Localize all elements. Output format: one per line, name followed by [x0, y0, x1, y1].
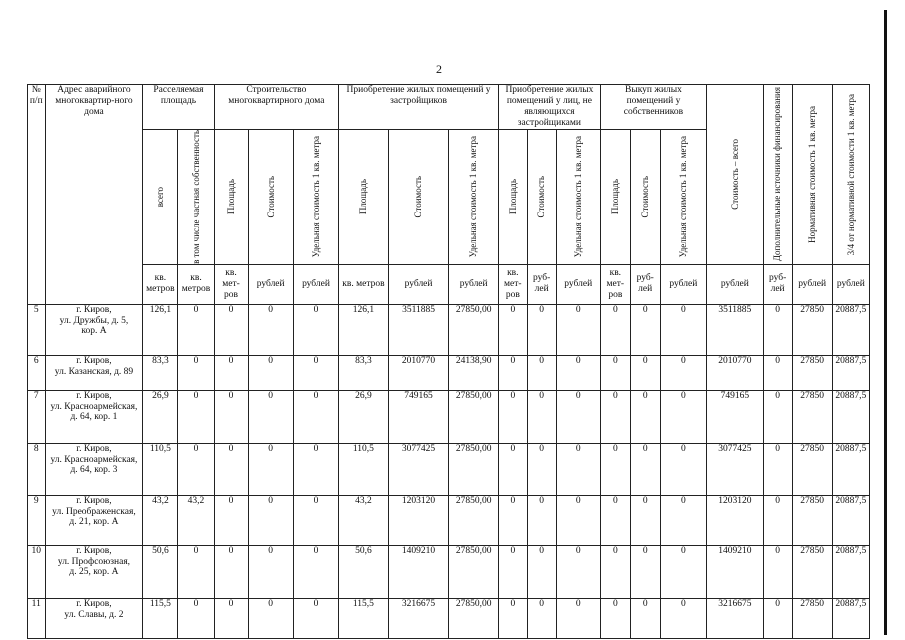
cell-c-cost: 0: [248, 355, 293, 390]
cell-private: 0: [178, 598, 214, 638]
header-norm-cost: [792, 85, 832, 265]
cell-b-area: 0: [600, 390, 630, 443]
cell-b-unit: 0: [660, 390, 706, 443]
sub-n-area: [498, 129, 527, 264]
sub-c-area-label: Площадь: [225, 179, 236, 215]
table-row: [28, 355, 870, 390]
sub-c-area: [214, 129, 248, 264]
cell-cost-total: 3511885: [707, 304, 764, 355]
cell-p-unit: 24138,90: [449, 355, 498, 390]
cell-total: 50,6: [143, 545, 178, 598]
cell-n-cost: 0: [527, 355, 556, 390]
row-address: [45, 355, 143, 390]
cell-b-cost: 0: [630, 304, 660, 355]
cell-cost-total: 1203120: [707, 495, 764, 545]
row-number: 8: [28, 443, 46, 495]
header-cost-total-label: Стоимость – всего: [729, 138, 740, 210]
row-number: 9: [28, 495, 46, 545]
cell-n-cost: 0: [527, 545, 556, 598]
cell-b-area: 0: [600, 495, 630, 545]
cell-c-area: 0: [214, 355, 248, 390]
cell-three-q: 20887,5: [832, 495, 869, 545]
cell-extra: 0: [763, 355, 792, 390]
cell-c-area: 0: [214, 598, 248, 638]
header-norm-cost-label: Нормативная стоимость 1 кв. метра: [806, 105, 817, 243]
sub-private: [178, 129, 214, 264]
sub-n-cost-label: Стоимость: [536, 175, 547, 218]
cell-n-unit: 0: [556, 390, 600, 443]
cell-p-unit: 27850,00: [449, 443, 498, 495]
unit-rub: рублей: [556, 264, 600, 304]
sub-b-unit: [660, 129, 706, 264]
sub-total-label: всего: [155, 186, 166, 207]
cell-c-cost: 0: [248, 390, 293, 443]
cell-c-unit: 0: [293, 390, 338, 443]
cell-n-area: 0: [498, 545, 527, 598]
cell-norm: 27850: [792, 304, 832, 355]
cell-b-cost: 0: [630, 390, 660, 443]
cell-three-q: 20887,5: [832, 304, 869, 355]
address-line: д. 64, кор. 3: [70, 465, 118, 476]
cell-norm: 27850: [792, 545, 832, 598]
cell-total: 115,5: [143, 598, 178, 638]
cell-p-cost: 1409210: [388, 545, 449, 598]
sub-c-cost: [248, 129, 293, 264]
cell-p-area: 43,2: [339, 495, 388, 545]
cell-c-unit: 0: [293, 545, 338, 598]
cell-p-unit: 27850,00: [449, 390, 498, 443]
cell-p-unit: 27850,00: [449, 545, 498, 598]
cell-b-area: 0: [600, 304, 630, 355]
cell-p-cost: 749165: [388, 390, 449, 443]
address-line: д. 21, кор. А: [69, 517, 119, 528]
unit-rub: рублей: [660, 264, 706, 304]
address-line: д. 64, кор. 1: [70, 412, 118, 423]
cell-norm: 27850: [792, 598, 832, 638]
cell-c-unit: 0: [293, 495, 338, 545]
cell-b-cost: 0: [630, 545, 660, 598]
cell-b-cost: 0: [630, 355, 660, 390]
cell-norm: 27850: [792, 495, 832, 545]
row-address: [45, 598, 143, 638]
cell-three-q: 20887,5: [832, 390, 869, 443]
cell-private: 0: [178, 390, 214, 443]
cell-private: 43,2: [178, 495, 214, 545]
cell-norm: 27850: [792, 390, 832, 443]
address-line: г. Киров,: [76, 355, 112, 366]
cell-c-unit: 0: [293, 443, 338, 495]
cell-extra: 0: [763, 390, 792, 443]
cell-b-unit: 0: [660, 495, 706, 545]
row-number: 7: [28, 390, 46, 443]
unit-rub: руб-лей: [630, 264, 660, 304]
cell-extra: 0: [763, 598, 792, 638]
cell-three-q: 20887,5: [832, 355, 869, 390]
cell-p-cost: 1203120: [388, 495, 449, 545]
table-row: [28, 443, 870, 495]
cell-n-unit: 0: [556, 545, 600, 598]
cell-p-area: 126,1: [339, 304, 388, 355]
row-number: 11: [28, 598, 46, 638]
cell-c-unit: 0: [293, 598, 338, 638]
cell-c-unit: 0: [293, 355, 338, 390]
cell-extra: 0: [763, 443, 792, 495]
page-edge-line: [884, 10, 887, 635]
address-line: г. Киров,: [76, 304, 112, 315]
row-address: [45, 545, 143, 598]
sub-n-area-label: Площадь: [507, 179, 518, 215]
sub-p-cost-label: Стоимость: [413, 175, 424, 218]
cell-extra: 0: [763, 545, 792, 598]
unit-rub: рублей: [248, 264, 293, 304]
address-line: ул. Казанская, д. 89: [54, 366, 134, 377]
sub-b-cost: [630, 129, 660, 264]
cell-three-q: 20887,5: [832, 443, 869, 495]
cell-c-cost: 0: [248, 304, 293, 355]
cell-private: 0: [178, 545, 214, 598]
sub-c-unit-label: Удельная стоимость 1 кв. метра: [310, 135, 321, 258]
unit-sqm: кв. метров: [339, 264, 388, 304]
cell-n-area: 0: [498, 304, 527, 355]
cell-c-area: 0: [214, 545, 248, 598]
unit-rub: руб-лей: [763, 264, 792, 304]
header-additional-sources-label: Дополнительные источники финансирования: [772, 87, 783, 262]
unit-rub: рублей: [792, 264, 832, 304]
cell-p-area: 115,5: [339, 598, 388, 638]
sub-c-cost-label: Стоимость: [265, 175, 276, 218]
sub-b-area-label: Площадь: [610, 179, 621, 215]
sub-b-unit-label: Удельная стоимость 1 кв. метра: [678, 135, 689, 258]
sub-private-label: в том числе частная собственность: [190, 129, 201, 264]
cell-n-unit: 0: [556, 355, 600, 390]
table-row: [28, 598, 870, 638]
table-body: [28, 304, 870, 638]
address-line: д. 25, кор. А: [69, 567, 119, 578]
unit-rub: рублей: [293, 264, 338, 304]
header-construction: Строительство многоквартирного дома: [214, 85, 339, 130]
cell-n-unit: 0: [556, 598, 600, 638]
cell-total: 126,1: [143, 304, 178, 355]
row-address: [45, 390, 143, 443]
header-additional-sources: [763, 85, 792, 265]
table-row: [28, 495, 870, 545]
cell-n-unit: 0: [556, 495, 600, 545]
address-line: г. Киров,: [76, 598, 112, 609]
cell-p-unit: 27850,00: [449, 495, 498, 545]
sub-p-area: [339, 129, 388, 264]
sub-n-unit-label: Удельная стоимость 1 кв. метра: [573, 135, 584, 258]
row-address: [45, 495, 143, 545]
sub-p-unit: [449, 129, 498, 264]
row-number: 10: [28, 545, 46, 598]
cell-n-unit: 0: [556, 304, 600, 355]
unit-rub: рублей: [388, 264, 449, 304]
cell-b-cost: 0: [630, 598, 660, 638]
cell-total: 43,2: [143, 495, 178, 545]
cell-b-area: 0: [600, 545, 630, 598]
unit-rub: рублей: [832, 264, 869, 304]
sub-n-unit: [556, 129, 600, 264]
cell-cost-total: 749165: [707, 390, 764, 443]
header-purchase-dev: Приобретение жилых помещений у застройщиков: [339, 85, 499, 130]
row-address: [45, 443, 143, 495]
cell-norm: 27850: [792, 443, 832, 495]
cell-c-cost: 0: [248, 495, 293, 545]
cell-total: 26,9: [143, 390, 178, 443]
address-line: кор. А: [81, 326, 107, 337]
cell-p-area: 110,5: [339, 443, 388, 495]
cell-n-area: 0: [498, 355, 527, 390]
cell-c-cost: 0: [248, 443, 293, 495]
unit-sqm: кв. мет-ров: [600, 264, 630, 304]
unit-rub: рублей: [449, 264, 498, 304]
cell-c-cost: 0: [248, 545, 293, 598]
cell-n-cost: 0: [527, 304, 556, 355]
row-number: 5: [28, 304, 46, 355]
address-line: ул. Дружбы, д. 5,: [59, 315, 129, 326]
sub-b-cost-label: Стоимость: [640, 175, 651, 218]
sub-p-cost: [388, 129, 449, 264]
unit-sqm: кв. мет-ров: [214, 264, 248, 304]
cell-norm: 27850: [792, 355, 832, 390]
sub-c-unit: [293, 129, 338, 264]
cell-total: 83,3: [143, 355, 178, 390]
cell-n-area: 0: [498, 598, 527, 638]
sub-n-cost: [527, 129, 556, 264]
header-resettled-area: Расселяемая площадь: [143, 85, 214, 130]
cell-n-area: 0: [498, 390, 527, 443]
address-line: ул. Славы, д. 2: [64, 609, 124, 620]
cell-extra: 0: [763, 495, 792, 545]
cell-p-area: 50,6: [339, 545, 388, 598]
address-line: ул. Профсоюзная,: [57, 556, 131, 567]
housing-cost-table: [27, 84, 870, 639]
cell-three-q: 20887,5: [832, 598, 869, 638]
header-purchase-non-dev: Приобретение жилых помещений у лиц, не являющихся застройщиками: [498, 85, 600, 130]
cell-b-area: 0: [600, 598, 630, 638]
sub-total: [143, 129, 178, 264]
cell-p-area: 83,3: [339, 355, 388, 390]
sub-p-unit-label: Удельная стоимость 1 кв. метра: [468, 135, 479, 258]
unit-sqm: кв. мет-ров: [498, 264, 527, 304]
page-number: 2: [436, 62, 442, 76]
cell-n-cost: 0: [527, 443, 556, 495]
cell-c-area: 0: [214, 495, 248, 545]
unit-rub: рублей: [707, 264, 764, 304]
table-row: [28, 304, 870, 355]
cell-c-cost: 0: [248, 598, 293, 638]
cell-b-area: 0: [600, 443, 630, 495]
header-num: № п/п: [28, 85, 46, 305]
row-address: [45, 304, 143, 355]
header-three-quarters-label: 3/4 от нормативной стоимости 1 кв. метра: [845, 93, 856, 255]
address-line: г. Киров,: [76, 545, 112, 556]
cell-p-cost: 2010770: [388, 355, 449, 390]
cell-private: 0: [178, 443, 214, 495]
address-line: ул. Красноармейская,: [50, 454, 138, 465]
cell-n-cost: 0: [527, 390, 556, 443]
address-line: г. Киров,: [76, 443, 112, 454]
cell-c-area: 0: [214, 390, 248, 443]
cell-b-area: 0: [600, 355, 630, 390]
address-line: ул. Красноармейская,: [50, 401, 138, 412]
sub-p-area-label: Площадь: [358, 179, 369, 215]
cell-extra: 0: [763, 304, 792, 355]
cell-n-cost: 0: [527, 495, 556, 545]
cell-p-cost: 3077425: [388, 443, 449, 495]
cell-cost-total: 3077425: [707, 443, 764, 495]
unit-sqm: кв. метров: [178, 264, 214, 304]
cell-n-cost: 0: [527, 598, 556, 638]
sub-b-area: [600, 129, 630, 264]
cell-b-unit: 0: [660, 355, 706, 390]
header-address: Адрес аварийного многоквартир-ного дома: [45, 85, 143, 305]
cell-p-area: 26,9: [339, 390, 388, 443]
cell-b-cost: 0: [630, 443, 660, 495]
cell-n-area: 0: [498, 495, 527, 545]
cell-n-unit: 0: [556, 443, 600, 495]
cell-private: 0: [178, 355, 214, 390]
unit-sqm: кв. метров: [143, 264, 178, 304]
header-buyout: Выкуп жилых помещений у собственников: [600, 85, 706, 130]
cell-c-area: 0: [214, 304, 248, 355]
cell-cost-total: 2010770: [707, 355, 764, 390]
cell-three-q: 20887,5: [832, 545, 869, 598]
cell-p-cost: 3511885: [388, 304, 449, 355]
cell-c-unit: 0: [293, 304, 338, 355]
cell-b-unit: 0: [660, 304, 706, 355]
header-cost-total: [707, 85, 764, 265]
address-line: г. Киров,: [76, 390, 112, 401]
address-line: ул. Преображенская,: [52, 506, 136, 517]
cell-p-cost: 3216675: [388, 598, 449, 638]
row-number: 6: [28, 355, 46, 390]
cell-b-unit: 0: [660, 545, 706, 598]
header-three-quarters: [832, 85, 869, 265]
cell-cost-total: 1409210: [707, 545, 764, 598]
cell-b-unit: 0: [660, 598, 706, 638]
cell-total: 110,5: [143, 443, 178, 495]
cell-b-cost: 0: [630, 495, 660, 545]
cell-p-unit: 27850,00: [449, 304, 498, 355]
table-row: [28, 545, 870, 598]
cell-b-unit: 0: [660, 443, 706, 495]
table-row: [28, 390, 870, 443]
cell-c-area: 0: [214, 443, 248, 495]
cell-private: 0: [178, 304, 214, 355]
cell-p-unit: 27850,00: [449, 598, 498, 638]
cell-n-area: 0: [498, 443, 527, 495]
address-line: г. Киров,: [76, 495, 112, 506]
cell-cost-total: 3216675: [707, 598, 764, 638]
unit-rub: руб-лей: [527, 264, 556, 304]
